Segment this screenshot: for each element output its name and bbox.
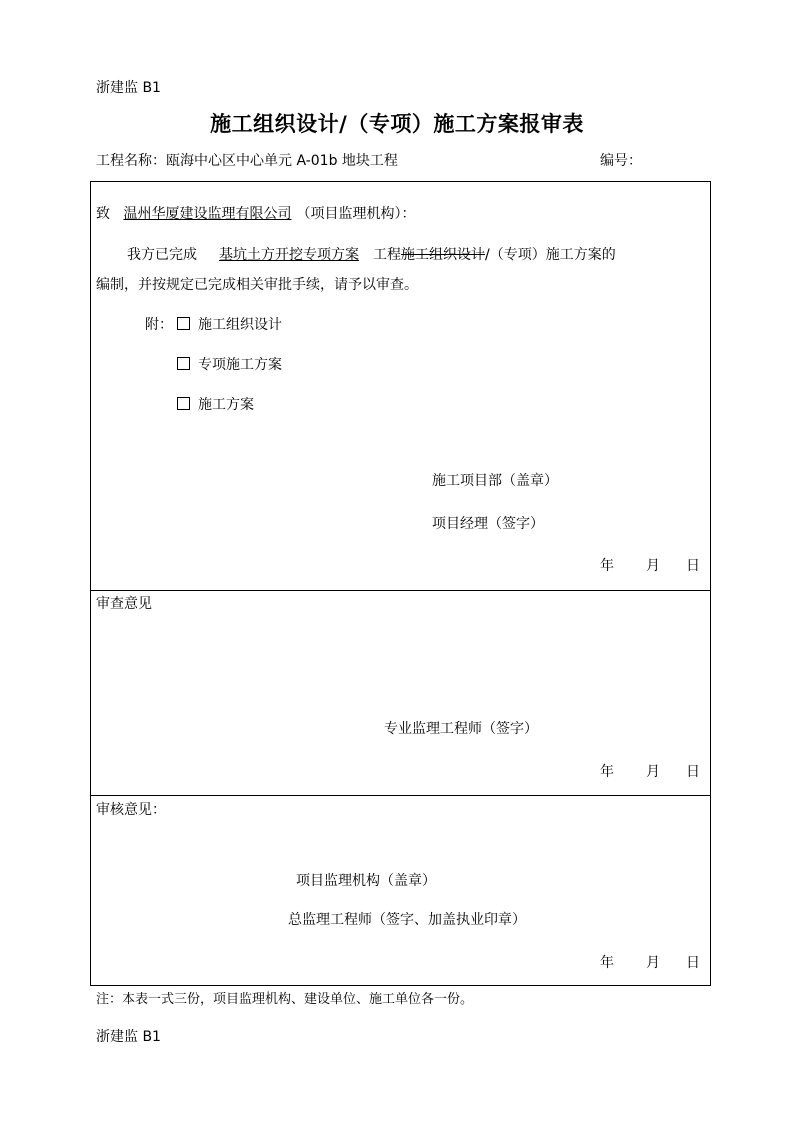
attachment-label-org-design: 施工组织设计 — [198, 317, 282, 333]
specialist-engineer-signature-label: 专业监理工程师（签字） — [384, 721, 538, 737]
document-number-label: 编号： — [600, 153, 642, 169]
date-month-label: 月 — [646, 558, 660, 574]
addressee-line — [96, 203, 415, 223]
document-title: 施工组织设计/（专项）施工方案报审表 — [210, 111, 584, 136]
review-date — [600, 761, 700, 781]
date-day-label: 日 — [686, 955, 700, 971]
submission-date — [600, 555, 700, 575]
attachment-org-design — [177, 314, 282, 334]
attachments-label: 附： — [145, 317, 173, 333]
checkbox-special-plan[interactable] — [177, 357, 190, 370]
date-day-label: 日 — [686, 558, 700, 574]
attachment-label-construction-plan: 施工方案 — [198, 397, 254, 413]
submission-statement-line-1 — [127, 244, 616, 264]
form-code-top: 浙建监 B1 — [96, 80, 161, 96]
checkbox-construction-plan[interactable] — [177, 397, 190, 410]
addressee-suffix: （项目监理机构）： — [296, 206, 416, 222]
date-year-label: 年 — [600, 955, 614, 971]
date-month-label: 月 — [646, 764, 660, 780]
supervision-agency-seal-label: 项目监理机构（盖章） — [296, 873, 436, 889]
approval-date — [600, 952, 700, 972]
project-name-label: 工程名称： — [96, 153, 166, 169]
date-year-label: 年 — [600, 558, 614, 574]
date-day-label: 日 — [686, 764, 700, 780]
statement-prefix: 我方已完成 — [127, 247, 197, 263]
review-opinion-label: 审查意见 — [96, 596, 152, 612]
submission-statement-line-2: 编制，并按规定已完成相关审批手续，请予以审查。 — [96, 277, 418, 293]
plan-name: 基坑土方开挖专项方案 — [219, 247, 359, 263]
checkbox-org-design[interactable] — [177, 317, 190, 330]
attachment-label-special-plan: 专项施工方案 — [198, 357, 282, 373]
project-name-value: 瓯海中心区中心单元 A-01b 地块工程 — [166, 153, 398, 169]
attachment-special-plan — [177, 354, 282, 374]
project-dept-seal-label: 施工项目部（盖章） — [432, 473, 558, 489]
project-manager-signature-label: 项目经理（签字） — [432, 516, 544, 532]
approval-opinion-label: 审核意见： — [96, 802, 166, 818]
form-code-bottom: 浙建监 B1 — [96, 1029, 161, 1045]
attachment-construction-plan — [177, 394, 254, 414]
date-month-label: 月 — [646, 955, 660, 971]
footnote: 注：本表一式三份，项目监理机构、建设单位、施工单位各一份。 — [96, 992, 474, 1007]
addressee-prefix: 致 — [96, 206, 110, 222]
statement-tail: /（专项）施工方案的 — [485, 247, 616, 263]
statement-mid: 工程 — [373, 247, 401, 263]
project-name-line — [96, 150, 398, 170]
chief-engineer-signature-label: 总监理工程师（签字、加盖执业印章） — [288, 912, 526, 928]
submission-section — [90, 181, 711, 591]
addressee-organization: 温州华厦建设监理有限公司 — [123, 206, 292, 222]
struck-option-text: 施工组织设计 — [401, 247, 485, 263]
date-year-label: 年 — [600, 764, 614, 780]
